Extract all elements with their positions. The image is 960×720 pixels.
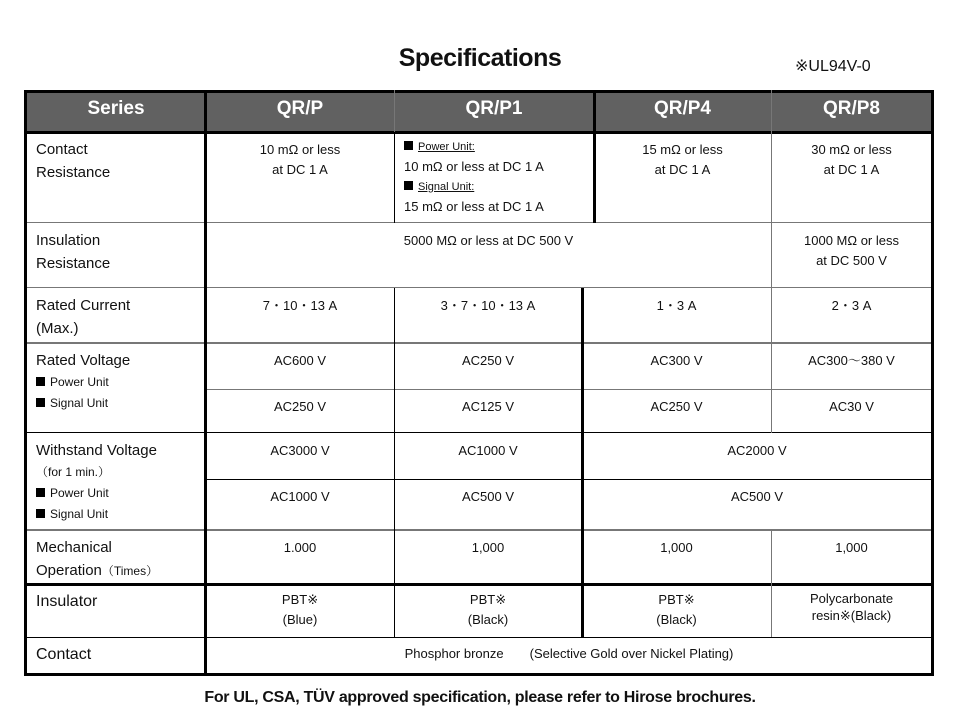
signal-unit-label: Signal Unit [50,507,109,521]
cell-withstand-power-qrp1: AC1000 V [458,443,518,458]
value-line: 30 mΩ or less [811,142,892,157]
cell-withstand-signal-qrp1: AC500 V [461,489,515,504]
footer-note: For UL, CSA, TÜV approved specification, please refer to Hirose brochures. [204,689,756,706]
row-divider [26,222,932,223]
signal-unit-value: 15 mΩ or less at DC 1 A [404,199,544,214]
row-divider [26,342,932,344]
label-line: Resistance [36,255,111,272]
cell-mechanical-qrp1: 1,000 [471,540,505,555]
header-qrp: QR/P [206,92,394,132]
label-line: Resistance [36,164,111,181]
cell-rated-voltage-power-qrp8: AC300～380 V [808,353,895,368]
square-bullet-icon [36,377,45,386]
label-line: Operation [36,562,102,579]
square-bullet-icon [404,181,413,190]
col-divider-thick [581,288,584,637]
value-line: at DC 1 A [823,162,880,177]
border-right [931,90,934,676]
label-sub: （for 1 min.） [36,465,111,479]
value-line: 1000 MΩ or less [804,233,899,248]
cell-insulation-resistance-qrp8 [771,223,932,288]
subrow-divider [206,389,932,390]
header-qrp8: QR/P8 [771,92,932,132]
row-divider [26,529,932,531]
ul-note: ※UL94V-0 [795,58,871,75]
label-line: (Max.) [36,320,79,337]
cell-insulation-resistance-qrp-p1-p4: 5000 MΩ or less at DC 500 V [403,233,574,248]
cell-contact-material: Phosphor bronze (Selective Gold over Nickel Plating) [404,646,734,661]
value-line: resin※(Black) [811,608,892,623]
label-line: Insulation [36,232,101,249]
col-divider-label [204,90,207,676]
cell-rated-voltage-power-qrp1: AC250 V [461,353,515,368]
cell-contact-resistance-qrp1 [394,132,594,223]
border-bottom [24,673,934,676]
value-line: at DC 500 V [816,253,887,268]
cell-insulator-qrp4 [582,584,771,637]
label-line: Mechanical [36,539,112,556]
value-line: Polycarbonate [809,591,894,606]
square-bullet-icon [36,509,45,518]
col-divider [771,132,772,433]
label-line: Contact [36,141,88,158]
label-line: Rated Current [36,297,131,314]
value-line: (Black) [656,612,697,627]
col-divider [394,132,395,223]
cell-contact-resistance-qrp [206,132,394,223]
col-divider [394,90,395,132]
square-bullet-icon [36,488,45,497]
label-contact-resistance [26,132,206,223]
cell-insulator-qrp1 [394,584,582,637]
row-divider [26,432,932,433]
label-mechanical-operation [26,530,206,584]
label-contact: Contact [36,646,92,663]
value-line: PBT※ [281,592,319,607]
value-line: at DC 1 A [272,162,328,177]
border-left [24,90,27,676]
cell-insulator-qrp8 [771,584,932,637]
value-line: (Black) [467,612,509,627]
cell-rated-voltage-power-qrp4: AC300 V [650,353,703,368]
signal-unit-label: Signal Unit: [418,181,475,193]
cell-withstand-signal-qrp: AC1000 V [270,489,330,504]
cell-rated-voltage-signal-qrp8: AC30 V [829,399,874,414]
cell-withstand-power-qrp: AC3000 V [270,443,330,458]
cell-rated-voltage-signal-qrp4: AC250 V [650,399,703,414]
border-header-bottom [24,131,934,134]
cell-withstand-signal-qrp4-p8: AC500 V [730,489,784,504]
value-line: PBT※ [469,592,507,607]
cell-mechanical-qrp4: 1,000 [660,540,693,555]
square-bullet-icon [404,141,413,150]
square-bullet-icon [36,398,45,407]
signal-unit-label: Signal Unit [50,396,109,410]
cell-contact-resistance-qrp8 [771,132,932,223]
value-line: at DC 1 A [654,162,711,177]
label-unit: （Times） [101,564,159,578]
cell-rated-voltage-signal-qrp1: AC125 V [461,399,515,414]
value-line: PBT※ [658,592,695,607]
row-divider [26,287,932,288]
label-line: Withstand Voltage [36,442,157,459]
label-insulator: Insulator [36,593,98,610]
value-line: (Blue) [282,612,318,627]
power-unit-label: Power Unit [50,486,109,500]
cell-rated-current-qrp1: 3・7・10・13 A [440,298,536,313]
subrow-divider [206,479,932,480]
cell-rated-voltage-signal-qrp: AC250 V [273,399,327,414]
cell-contact-resistance-qrp4 [594,132,771,223]
label-rated-voltage [26,343,206,433]
header-series: Series [26,92,206,132]
cell-withstand-power-qrp4-p8: AC2000 V [727,443,787,458]
cell-insulator-qrp [206,584,394,637]
cell-rated-voltage-power-qrp: AC600 V [273,353,327,368]
value-line: 10 mΩ or less [259,142,341,157]
row-divider [26,637,932,638]
col-divider-thick [593,90,596,223]
page-title: Specifications [398,44,562,72]
power-unit-value: 10 mΩ or less at DC 1 A [404,159,544,174]
cell-rated-current-qrp8: 2・3 A [831,298,872,313]
cell-mechanical-qrp: 1.000 [283,540,317,555]
power-unit-label: Power Unit: [418,141,475,153]
header-qrp4: QR/P4 [594,92,771,132]
cell-rated-current-qrp4: 1・3 A [656,298,697,313]
col-divider [771,90,772,132]
cell-mechanical-qrp8: 1,000 [835,540,868,555]
border-top [24,90,934,93]
col-divider [394,288,395,637]
header-qrp1: QR/P1 [394,92,594,132]
label-rated-current [26,288,206,343]
label-line: Rated Voltage [36,352,131,369]
value-line: 15 mΩ or less [642,142,723,157]
row-divider-thick [26,583,932,586]
cell-rated-current-qrp: 7・10・13 A [262,298,338,313]
col-divider [771,530,772,637]
label-insulation-resistance [26,223,206,288]
power-unit-label: Power Unit [50,375,109,389]
label-withstand-voltage [26,433,206,530]
